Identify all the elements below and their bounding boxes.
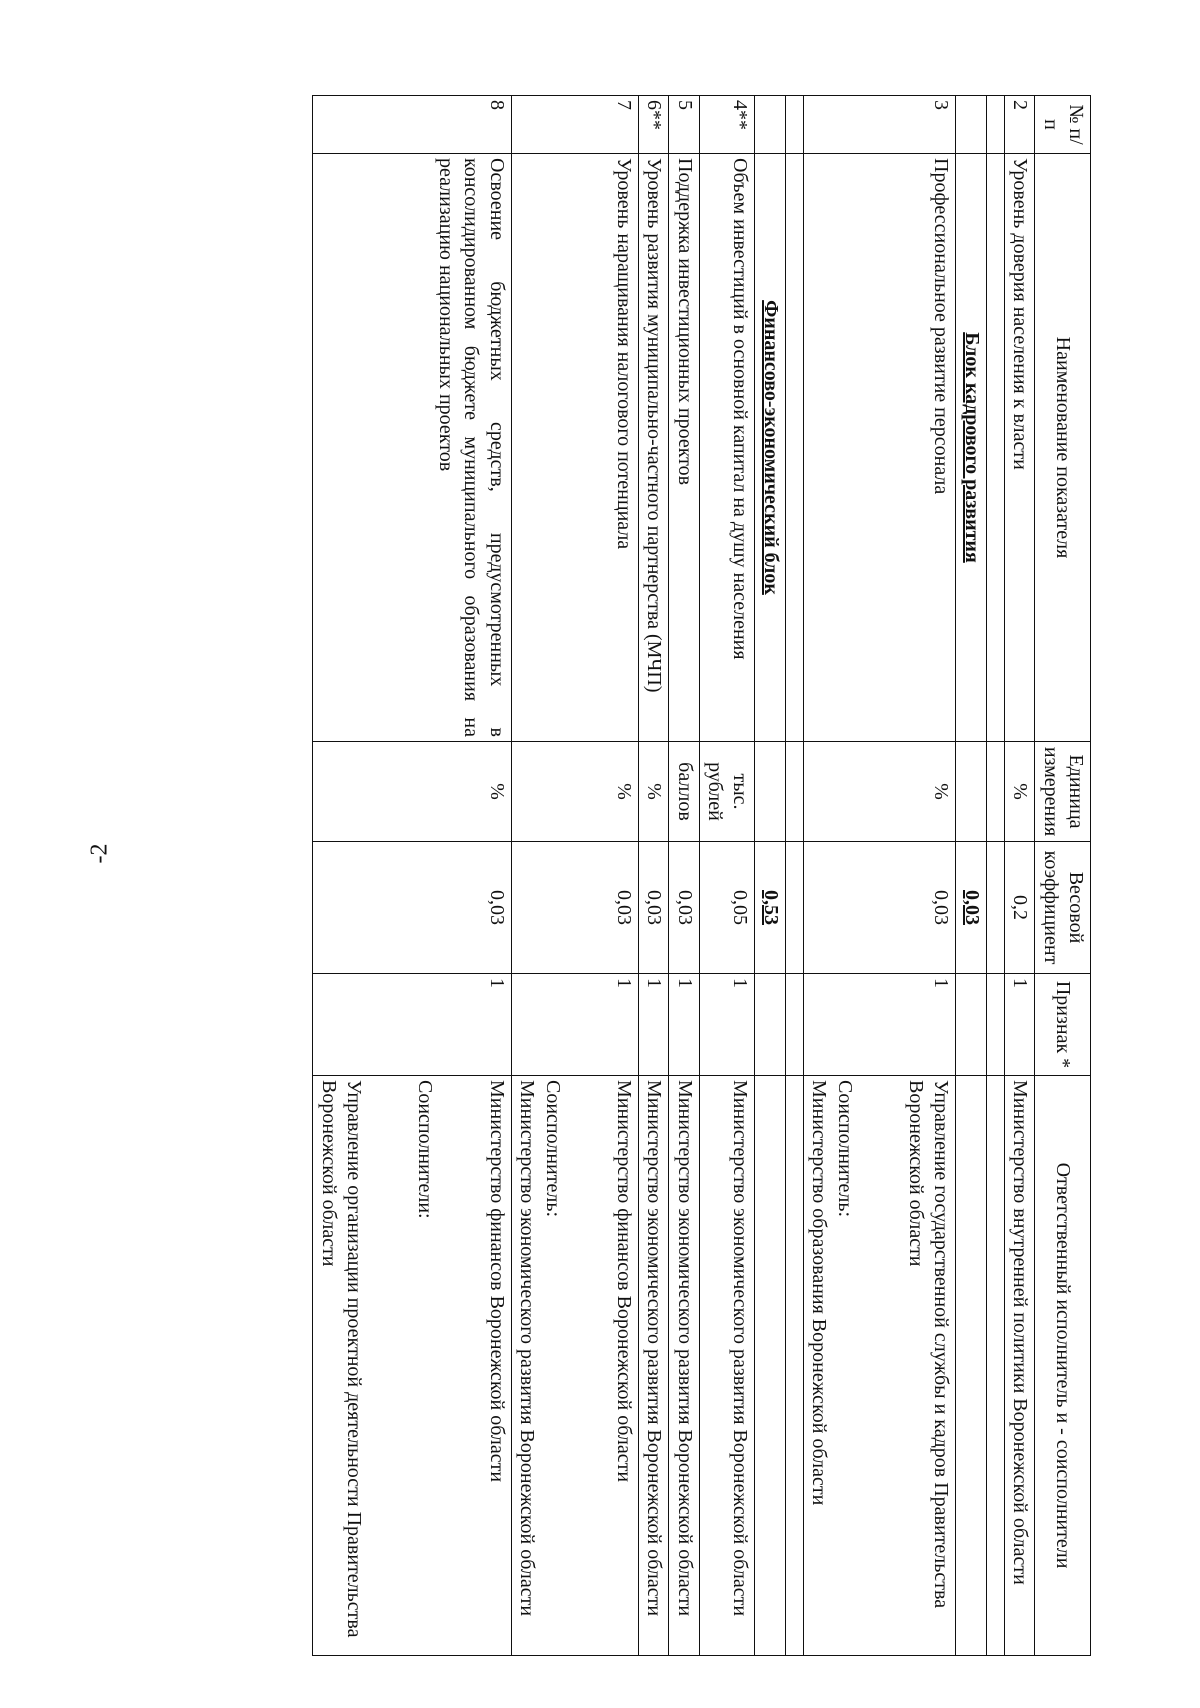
row-sign: 1	[803, 974, 956, 1076]
row-responsible: Министерство экономического развития Воронежской области	[699, 1076, 755, 1656]
header-unit: Единица измерения	[1035, 742, 1091, 842]
responsible-main: Министерство финансов Воронежской области	[485, 1080, 508, 1483]
table-row	[638, 96, 668, 1656]
row-unit: тыс. рублей	[699, 742, 755, 842]
row-unit: %	[511, 742, 638, 842]
co-executor-label: Соисполнители:	[414, 1080, 437, 1219]
row-name: Освоение бюджетных средств, предусмотренных в консолидированном бюджете муниципального образования на реализацию национальных проектов	[313, 154, 512, 742]
row-unit: баллов	[669, 742, 699, 842]
row-num: 8	[313, 96, 512, 154]
row-weight: 0,03	[638, 842, 668, 974]
row-num: 7	[511, 96, 638, 154]
table-row	[699, 96, 755, 1656]
row-responsible: Министерство внутренней политики Воронежской области	[1004, 1076, 1034, 1656]
table-row	[1004, 96, 1034, 1656]
spacer-row	[785, 96, 803, 1656]
row-name: Уровень доверия населения к власти	[1004, 154, 1034, 742]
row-sign: 1	[313, 974, 512, 1076]
block-row-finance	[755, 96, 785, 1656]
co-executor: Управление организации проектной деятельности Правительства Воронежской области	[317, 1080, 365, 1638]
rotated-table-container	[191, 95, 1091, 1655]
co-executor-label: Соисполнитель:	[541, 1080, 564, 1218]
row-unit: %	[638, 742, 668, 842]
row-name: Профессиональное развитие персонала	[803, 154, 956, 742]
block-weight: 0,03	[960, 890, 983, 925]
row-unit: %	[1004, 742, 1034, 842]
row-sign: 1	[699, 974, 755, 1076]
block-title: Блок кадрового развития	[960, 332, 983, 563]
row-sign: 1	[511, 974, 638, 1076]
row-weight: 0,2	[1004, 842, 1034, 974]
header-num: № п/п	[1035, 96, 1091, 154]
row-responsible: Министерство экономического развития Воронежской области	[669, 1076, 699, 1656]
row-sign: 1	[638, 974, 668, 1076]
row-unit: %	[313, 742, 512, 842]
page-number: -2	[86, 843, 113, 864]
table-row	[511, 96, 638, 1656]
row-num: 5	[669, 96, 699, 154]
row-responsible: Министерство экономического развития Воронежской области	[638, 1076, 668, 1656]
header-sign: Признак *	[1035, 974, 1091, 1076]
header-name: Наименование показателя	[1035, 154, 1091, 742]
block-row-personnel	[956, 96, 986, 1656]
row-weight: 0,03	[511, 842, 638, 974]
header-weight: Весовой коэффициент	[1035, 842, 1091, 974]
table-row	[313, 96, 512, 1656]
row-weight: 0,03	[669, 842, 699, 974]
row-num: 6**	[638, 96, 668, 154]
row-responsible	[313, 1076, 512, 1656]
spacer-row	[986, 96, 1004, 1656]
table-header-row	[1035, 96, 1091, 1656]
row-responsible	[803, 1076, 956, 1656]
responsible-main: Управление государственной службы и кадров Правительства Воронежской области	[905, 1080, 953, 1609]
row-sign: 1	[1004, 974, 1034, 1076]
responsible-main: Министерство финансов Воронежской области	[612, 1080, 635, 1483]
row-name: Объем инвестиций в основной капитал на душу населения	[699, 154, 755, 742]
co-executor: Министерство экономического развития Воронежской области	[516, 1080, 539, 1617]
row-weight: 0,05	[699, 842, 755, 974]
row-sign: 1	[669, 974, 699, 1076]
row-weight: 0,03	[313, 842, 512, 974]
header-responsible: Ответственный исполнитель и - соисполнители	[1035, 1076, 1091, 1656]
row-name: Уровень развития муниципально-частного партнерства (МЧП)	[638, 154, 668, 742]
co-executor: Министерство образования Воронежской области	[808, 1080, 831, 1506]
indicator-table	[312, 95, 1091, 1656]
co-executor-label: Соисполнитель:	[833, 1080, 856, 1218]
table-row	[669, 96, 699, 1656]
row-num: 2	[1004, 96, 1034, 154]
table-row	[803, 96, 956, 1656]
row-responsible	[511, 1076, 638, 1656]
row-name: Уровень наращивания налогового потенциала	[511, 154, 638, 742]
row-num: 3	[803, 96, 956, 154]
row-num: 4**	[699, 96, 755, 154]
block-weight: 0,53	[759, 890, 782, 925]
block-title: Финансово-экономический блок	[759, 300, 782, 595]
row-unit: %	[803, 742, 956, 842]
row-name: Поддержка инвестиционных проектов	[669, 154, 699, 742]
row-weight: 0,03	[803, 842, 956, 974]
